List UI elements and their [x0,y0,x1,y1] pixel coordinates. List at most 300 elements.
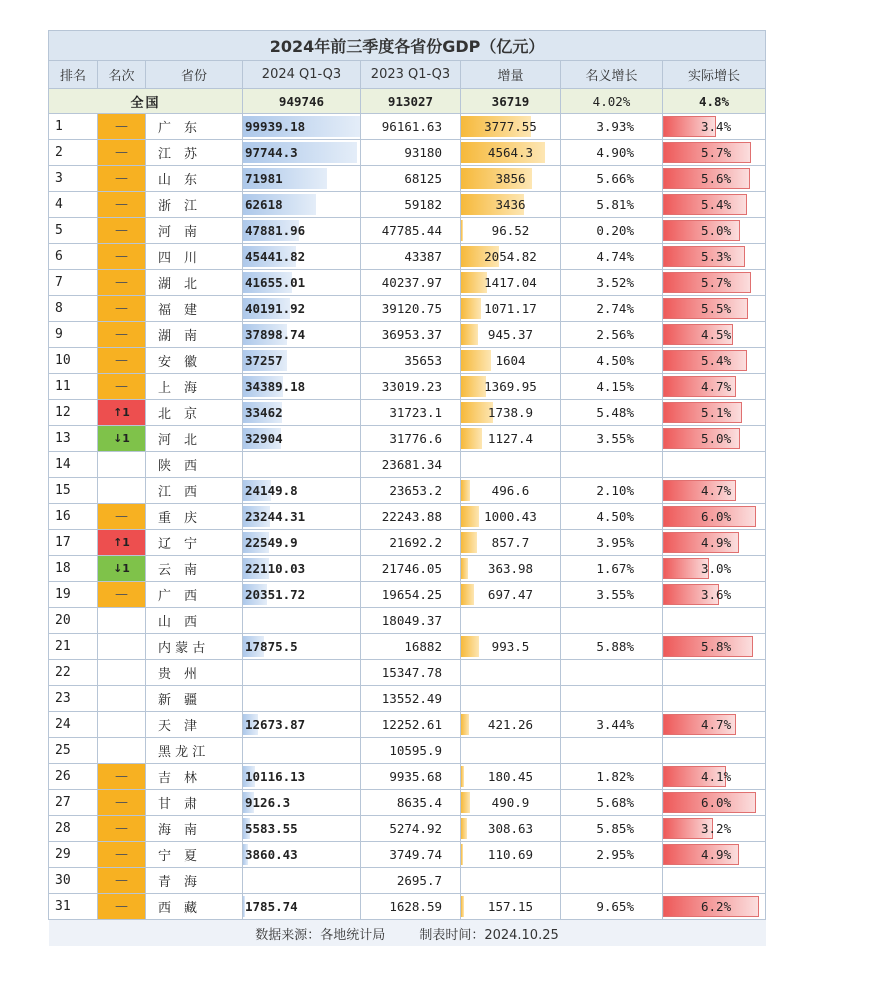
province-name [146,166,243,192]
real-growth-cell [663,114,766,140]
nominal-growth-cell [561,556,663,582]
real-growth-cell-text: 4.9% [701,535,732,550]
nominal-growth-cell-text: 3.55% [596,587,634,602]
nominal-growth-cell [561,400,663,426]
province-name [146,868,243,894]
real-growth-cell [663,556,766,582]
rank-change-badge [98,608,146,634]
increase-cell [461,400,561,426]
rank-cell-text: 16 [55,509,71,524]
province-name-text: 海 南 [158,823,198,838]
nominal-growth-cell [561,894,663,920]
rank-change-badge [98,140,146,166]
province-name [146,374,243,400]
province-name-text: 江 西 [158,485,198,500]
rank-cell [49,738,98,764]
province-name-text: 河 北 [158,433,198,448]
province-name-text: 山 西 [158,615,198,630]
gdp-2023-cell-text: 22243.88 [381,509,442,524]
gdp-2024-cell [243,660,361,686]
gdp-2024-cell [243,842,361,868]
nominal-growth-cell [561,712,663,738]
province-name [146,686,243,712]
province-name-text: 广 西 [158,589,198,604]
rank-change-badge-text: — [115,899,128,914]
increase-cell [461,738,561,764]
rank-change-badge [98,114,146,140]
increase-bar [461,506,479,527]
nominal-growth-cell [561,868,663,894]
gdp-2024-cell-text: 37898.74 [245,327,306,342]
gdp-2023-cell [361,192,461,218]
real-growth-cell [663,140,766,166]
rank-change-badge-text: — [115,119,128,134]
rank-cell-text: 29 [55,847,71,862]
rank-change-badge-text: — [115,275,128,290]
province-name [146,426,243,452]
province-name [146,296,243,322]
increase-cell-text: 945.37 [487,327,534,342]
table-row [49,556,766,582]
national-nominal: 4.02% [561,89,663,114]
nominal-growth-cell-text: 3.93% [596,119,634,134]
increase-cell [461,322,561,348]
increase-cell [461,166,561,192]
rank-cell-text: 18 [55,561,71,576]
nominal-growth-cell [561,140,663,166]
rank-cell-text: 13 [55,431,71,446]
gdp-2023-cell-text: 93180 [404,145,442,160]
table-row [49,296,766,322]
gdp-2023-cell-text: 23681.34 [381,457,442,472]
gdp-2024-cell-text: 97744.3 [245,145,298,160]
rank-cell-text: 14 [55,457,71,472]
real-growth-cell [663,244,766,270]
rank-cell-text: 24 [55,717,71,732]
table-title: 2024年前三季度各省份GDP（亿元） [49,31,766,61]
gdp-2024-cell [243,712,361,738]
rank-cell-text: 2 [55,145,63,160]
rank-change-badge [98,426,146,452]
gdp-2024-cell [243,140,361,166]
gdp-2023-cell [361,348,461,374]
nominal-growth-cell-text: 5.68% [596,795,634,810]
rank-change-badge [98,244,146,270]
increase-cell-text: 1071.17 [484,301,537,316]
province-name [146,478,243,504]
rank-cell [49,478,98,504]
real-growth-cell-text: 4.7% [701,483,732,498]
rank-cell-text: 28 [55,821,71,836]
real-growth-cell-text: 6.2% [701,899,732,914]
gdp-2024-cell-text: 45441.82 [245,249,306,264]
increase-bar [461,558,468,579]
gdp-2023-cell [361,712,461,738]
province-name [146,790,243,816]
rank-cell-text: 19 [55,587,71,602]
nominal-growth-cell [561,816,663,842]
increase-bar [461,818,467,839]
increase-cell [461,712,561,738]
gdp-2023-cell [361,426,461,452]
real-growth-cell-text: 4.1% [701,769,732,784]
real-growth-cell-text: 3.4% [701,119,732,134]
increase-cell-text: 157.15 [487,899,534,914]
real-growth-cell-text: 5.1% [701,405,732,420]
rank-cell-text: 31 [55,899,71,914]
data-source: 数据来源：各地统计局 [255,927,386,943]
national-increase: 36719 [461,89,561,114]
nominal-growth-cell [561,660,663,686]
rank-cell [49,114,98,140]
nominal-growth-cell-text: 4.50% [596,353,634,368]
province-name-text: 河 南 [158,225,198,240]
increase-cell [461,140,561,166]
province-name-text: 甘 肃 [158,797,198,812]
gdp-2023-cell-text: 33019.23 [381,379,442,394]
nominal-growth-cell-text: 2.95% [596,847,634,862]
rank-cell-text: 3 [55,171,63,186]
national-real: 4.8% [663,89,766,114]
rank-change-badge [98,738,146,764]
table-row [49,140,766,166]
table-row [49,816,766,842]
gdp-table-sheet [48,30,765,946]
increase-bar [461,636,479,657]
header-increase: 增量 [461,61,561,89]
rank-change-badge-text: — [115,509,128,524]
province-name-text: 上 海 [158,381,198,396]
increase-bar [461,584,474,605]
nominal-growth-cell [561,504,663,530]
increase-cell [461,868,561,894]
rank-cell [49,296,98,322]
gdp-2023-cell [361,686,461,712]
gdp-2024-cell-text: 99939.18 [245,119,306,134]
header-province: 省份 [146,61,243,89]
rank-cell [49,608,98,634]
gdp-2023-cell-text: 9935.68 [389,769,442,784]
province-name [146,114,243,140]
nominal-growth-cell-text: 5.48% [596,405,634,420]
province-name-text: 西 藏 [158,901,198,916]
province-name [146,764,243,790]
rank-cell [49,452,98,478]
nominal-growth-cell [561,582,663,608]
increase-cell-text: 308.63 [487,821,534,836]
nominal-growth-cell-text: 9.65% [596,899,634,914]
rank-change-badge-text: — [115,769,128,784]
increase-bar [461,220,463,241]
nominal-growth-cell-text: 3.44% [596,717,634,732]
gdp-2024-cell [243,790,361,816]
rank-cell-text: 20 [55,613,71,628]
province-name [146,192,243,218]
increase-cell-text: 1369.95 [484,379,537,394]
rank-cell-text: 15 [55,483,71,498]
header-rank: 排名 [49,61,98,89]
rank-cell [49,712,98,738]
rank-change-badge [98,218,146,244]
gdp-table [48,30,766,946]
real-growth-cell-text: 5.4% [701,353,732,368]
nominal-growth-cell [561,608,663,634]
increase-cell [461,478,561,504]
gdp-2023-cell-text: 16882 [404,639,442,654]
gdp-2024-cell [243,400,361,426]
gdp-2023-cell [361,322,461,348]
nominal-growth-cell-text: 4.90% [596,145,634,160]
gdp-2023-cell-text: 19654.25 [381,587,442,602]
real-growth-cell [663,166,766,192]
real-growth-cell [663,270,766,296]
increase-cell-text: 110.69 [487,847,534,862]
real-growth-cell-text: 5.0% [701,431,732,446]
gdp-2024-cell-text: 47881.96 [245,223,306,238]
increase-cell [461,842,561,868]
nominal-growth-cell-text: 5.85% [596,821,634,836]
rank-cell [49,504,98,530]
gdp-2024-cell-text: 32904 [245,431,283,446]
increase-cell [461,452,561,478]
rank-change-badge-text: — [115,587,128,602]
real-growth-cell-text: 4.7% [701,379,732,394]
gdp-2024-cell [243,218,361,244]
nominal-growth-cell-text: 1.67% [596,561,634,576]
real-growth-cell-text: 5.7% [701,145,732,160]
rank-change-badge-text: — [115,327,128,342]
increase-bar [461,896,464,917]
nominal-growth-cell [561,764,663,790]
national-label: 全国 [49,89,243,114]
province-name [146,270,243,296]
increase-cell [461,374,561,400]
gdp-2024-cell-text: 10116.13 [245,769,306,784]
gdp-2023-cell-text: 21692.2 [389,535,442,550]
gdp-2024-cell [243,764,361,790]
nominal-growth-cell [561,452,663,478]
increase-cell-text: 1000.43 [484,509,537,524]
province-name [146,452,243,478]
rank-cell [49,140,98,166]
nominal-growth-cell [561,478,663,504]
gdp-2024-cell [243,348,361,374]
gdp-2024-cell-text: 22110.03 [245,561,306,576]
rank-change-badge [98,842,146,868]
nominal-growth-cell [561,374,663,400]
rank-change-badge-text: — [115,301,128,316]
gdp-2023-cell [361,270,461,296]
rank-cell-text: 11 [55,379,71,394]
rank-change-badge [98,348,146,374]
gdp-2024-cell [243,192,361,218]
table-row [49,790,766,816]
real-growth-cell [663,634,766,660]
national-row [49,89,766,114]
table-row [49,868,766,894]
province-name [146,504,243,530]
rank-cell [49,530,98,556]
gdp-2023-cell [361,114,461,140]
gdp-2023-cell-text: 2695.7 [396,873,442,888]
province-name-text: 重 庆 [158,511,198,526]
real-growth-cell-text: 4.7% [701,717,732,732]
table-date: 制表时间：2024.10.25 [419,927,559,943]
rank-change-badge [98,166,146,192]
gdp-2024-cell [243,504,361,530]
table-row [49,738,766,764]
national-2023: 913027 [361,89,461,114]
increase-cell [461,790,561,816]
table-row [49,660,766,686]
gdp-2024-cell [243,270,361,296]
province-rows [49,114,766,920]
province-name-text: 浙 江 [158,199,198,214]
real-growth-cell-text: 3.0% [701,561,732,576]
rank-change-badge [98,634,146,660]
nominal-growth-cell-text: 4.50% [596,509,634,524]
province-name [146,218,243,244]
province-name-text: 安 徽 [158,355,198,370]
gdp-2023-cell-text: 96161.63 [381,119,442,134]
nominal-growth-cell [561,634,663,660]
header-nominal-growth: 名义增长 [561,61,663,89]
province-name [146,530,243,556]
province-name-text: 天 津 [158,719,198,734]
increase-cell-text: 1738.9 [487,405,534,420]
header-row [49,61,766,89]
nominal-growth-cell [561,192,663,218]
province-name [146,660,243,686]
province-name [146,842,243,868]
rank-cell-text: 26 [55,769,71,784]
increase-cell [461,582,561,608]
rank-cell-text: 7 [55,275,63,290]
table-row [49,894,766,920]
table-row [49,764,766,790]
increase-cell-text: 1127.4 [487,431,534,446]
rank-change-badge [98,582,146,608]
increase-bar [461,428,482,449]
increase-cell [461,218,561,244]
gdp-2023-cell-text: 68125 [404,171,442,186]
gdp-2024-cell [243,322,361,348]
rank-change-badge-text: — [115,223,128,238]
table-row [49,530,766,556]
increase-bar [461,532,477,553]
real-growth-cell [663,790,766,816]
gdp-2024-cell [243,244,361,270]
table-row [49,322,766,348]
nominal-growth-cell [561,738,663,764]
province-name [146,738,243,764]
province-name [146,140,243,166]
rank-change-badge-text: — [115,171,128,186]
rank-cell-text: 27 [55,795,71,810]
nominal-growth-cell [561,842,663,868]
nominal-growth-cell-text: 2.10% [596,483,634,498]
rank-cell [49,218,98,244]
gdp-2023-cell [361,374,461,400]
rank-change-badge [98,192,146,218]
rank-cell-text: 10 [55,353,71,368]
gdp-2023-cell-text: 10595.9 [389,743,442,758]
increase-cell [461,244,561,270]
rank-change-badge [98,894,146,920]
gdp-2024-cell-text: 22549.9 [245,535,298,550]
rank-cell-text: 4 [55,197,63,212]
province-name-text: 吉 林 [158,771,198,786]
table-row [49,218,766,244]
increase-cell [461,426,561,452]
province-name-text: 辽 宁 [158,537,198,552]
rank-cell-text: 30 [55,873,71,888]
increase-cell [461,348,561,374]
rank-cell [49,374,98,400]
increase-cell [461,504,561,530]
increase-bar [461,298,481,319]
gdp-2024-cell-text: 37257 [245,353,283,368]
rank-cell [49,686,98,712]
increase-bar [461,792,470,813]
nominal-growth-cell-text: 4.74% [596,249,634,264]
gdp-2023-cell-text: 43387 [404,249,442,264]
gdp-2024-cell-text: 41655.01 [245,275,306,290]
province-name-text: 黑 龙 江 [158,745,206,760]
gdp-2024-cell [243,374,361,400]
nominal-growth-cell [561,114,663,140]
increase-cell-text: 96.52 [491,223,530,238]
rank-cell [49,894,98,920]
real-growth-cell-text: 4.9% [701,847,732,862]
gdp-2023-cell-text: 31776.6 [389,431,442,446]
province-name-text: 云 南 [158,563,198,578]
gdp-2024-cell [243,582,361,608]
gdp-2024-cell-text: 34389.18 [245,379,306,394]
gdp-2023-cell-text: 59182 [404,197,442,212]
gdp-2023-cell-text: 31723.1 [389,405,442,420]
rank-cell [49,634,98,660]
gdp-2024-cell-text: 62618 [245,197,283,212]
gdp-2023-cell [361,166,461,192]
gdp-2023-cell-text: 35653 [404,353,442,368]
province-name-text: 贵 州 [158,667,198,682]
real-growth-cell [663,712,766,738]
gdp-2023-cell [361,634,461,660]
rank-change-badge-text: — [115,379,128,394]
nominal-growth-cell [561,296,663,322]
gdp-2023-cell-text: 18049.37 [381,613,442,628]
rank-cell-text: 22 [55,665,71,680]
gdp-2024-cell [243,816,361,842]
gdp-2023-cell-text: 13552.49 [381,691,442,706]
increase-cell-text: 3856 [495,171,526,186]
rank-change-badge-text: — [115,821,128,836]
province-name [146,348,243,374]
nominal-growth-cell [561,218,663,244]
rank-change-badge-text: — [115,145,128,160]
nominal-growth-cell-text: 2.56% [596,327,634,342]
rank-change-badge [98,712,146,738]
gdp-2024-cell [243,868,361,894]
real-growth-cell-text: 3.2% [701,821,732,836]
rank-change-badge-text: — [115,873,128,888]
rank-change-badge-text: ↑1 [113,406,130,419]
increase-cell [461,296,561,322]
gdp-2023-cell-text: 5274.92 [389,821,442,836]
nominal-growth-cell-text: 0.20% [596,223,634,238]
gdp-2024-cell [243,478,361,504]
